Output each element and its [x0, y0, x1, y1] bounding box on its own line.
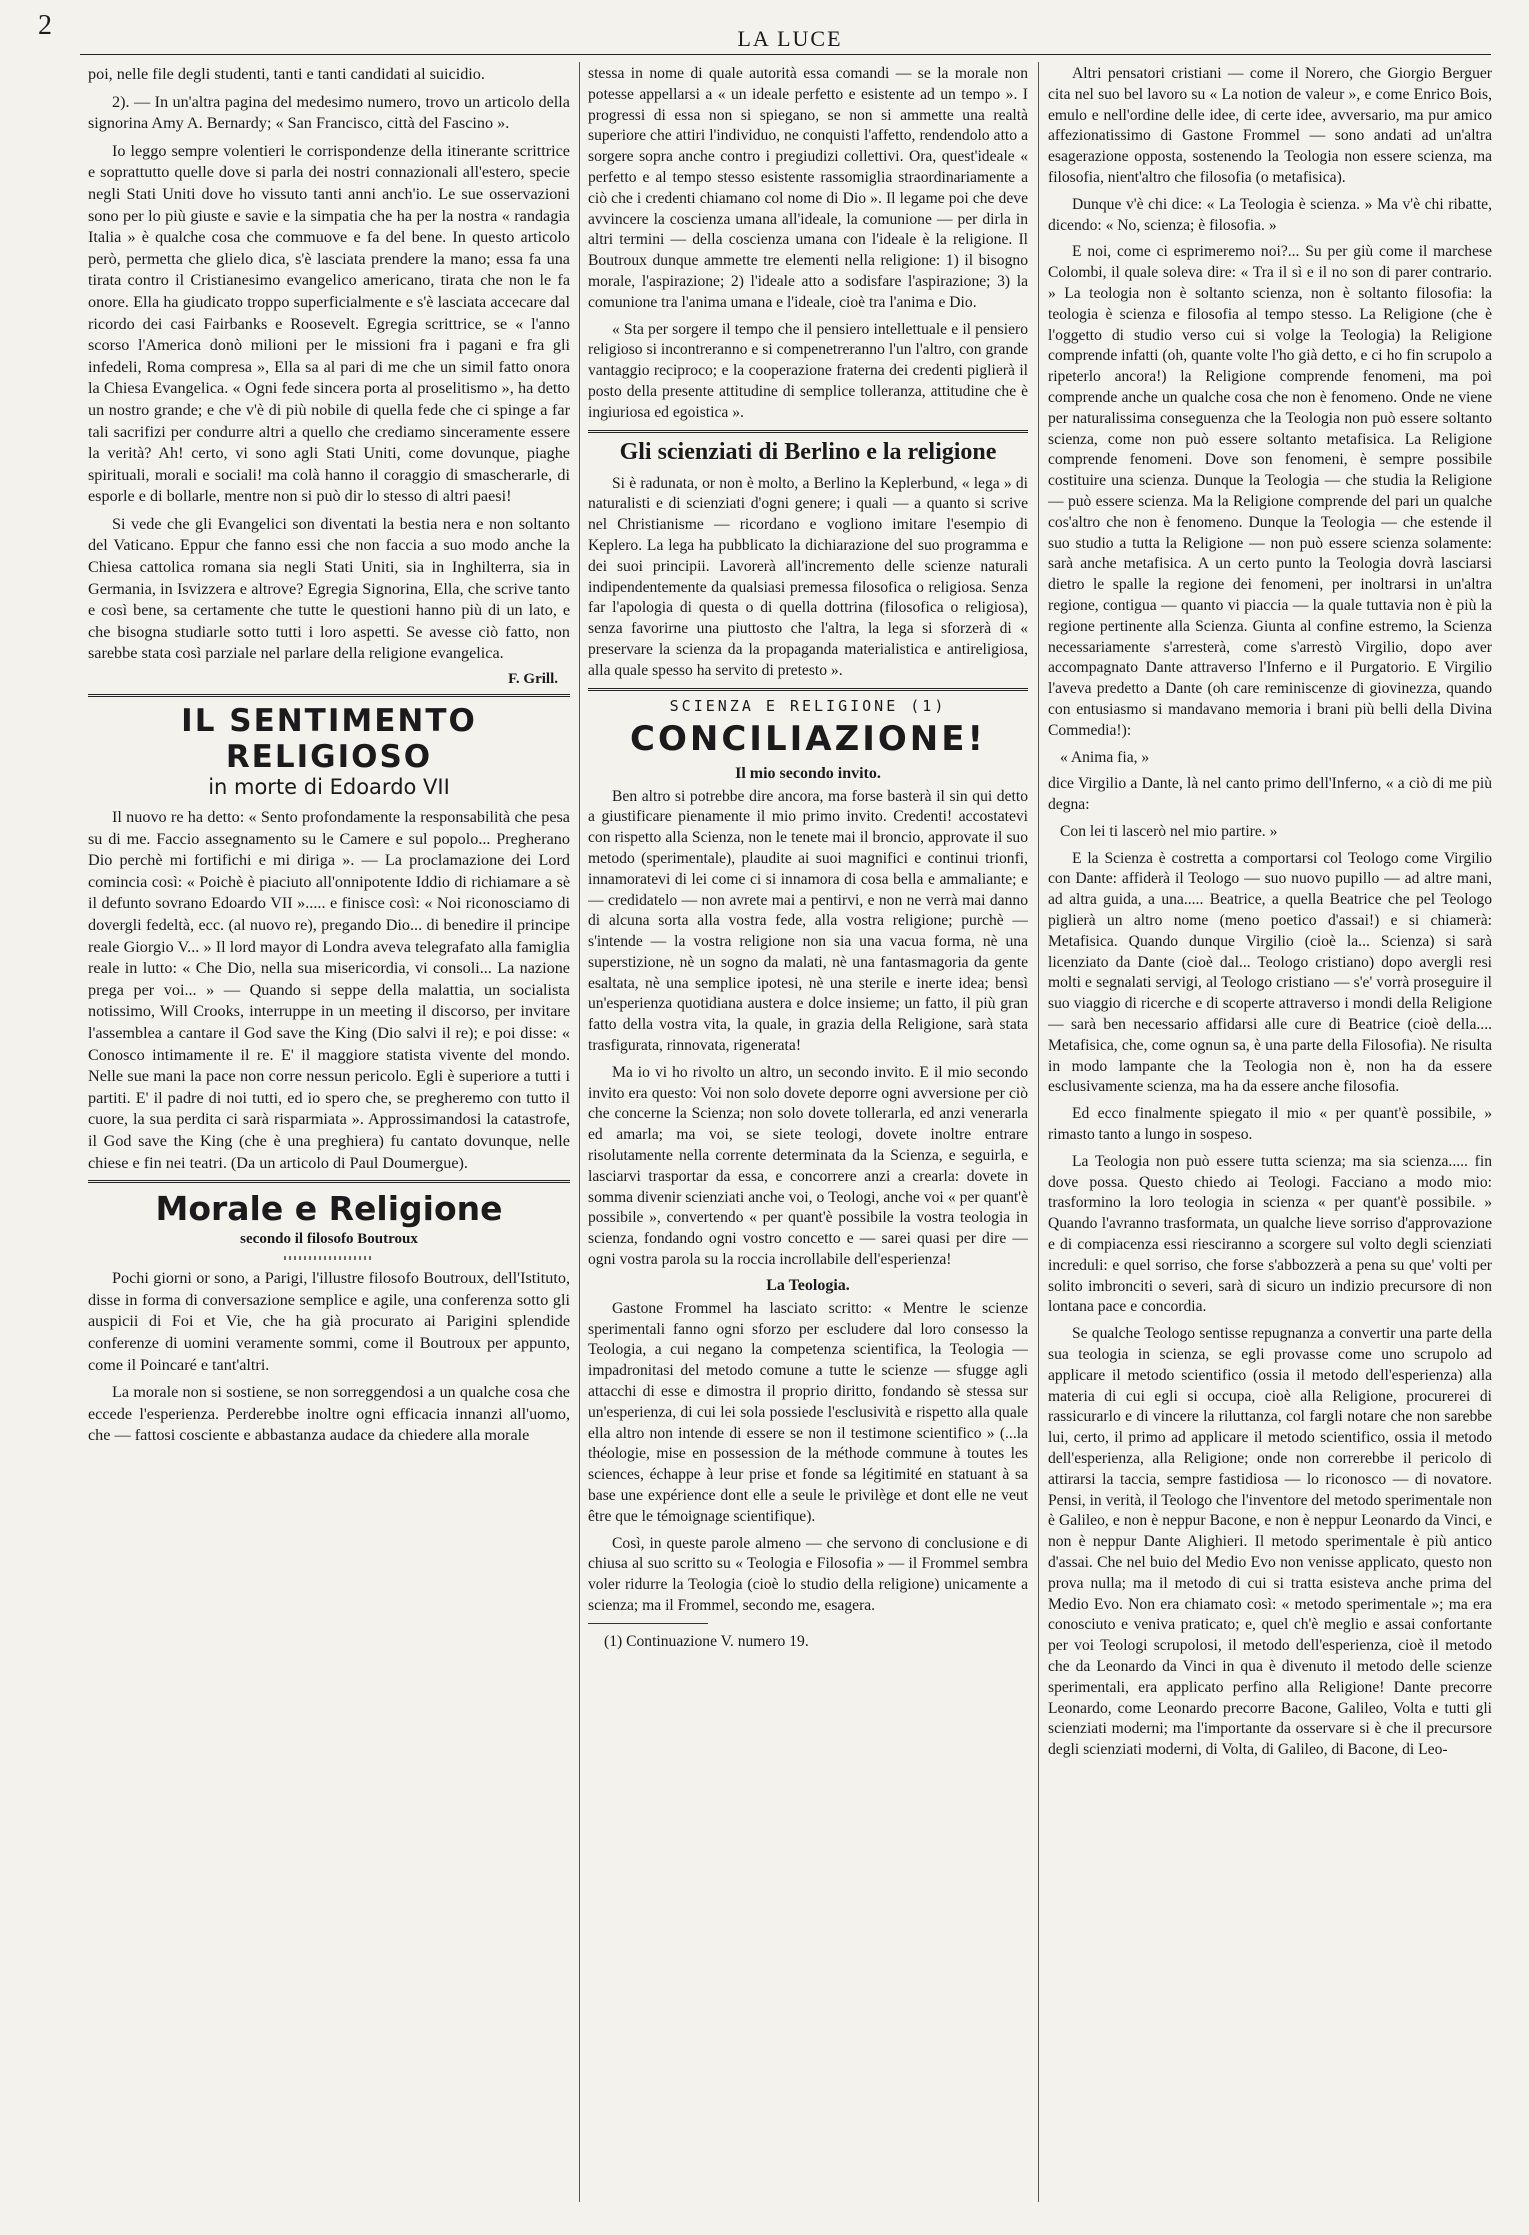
- paragraph: 2). — In un'altra pagina del medesimo numero, trovo un articolo della signorina Amy A. Bernardy; « San Francisco, città del Fascino ».: [88, 92, 570, 133]
- article-kicker: SCIENZA E RELIGIONE (1): [669, 696, 947, 715]
- paragraph: poi, nelle file degli studenti, tanti e tanti candidati al suicidio.: [88, 65, 485, 83]
- column-2: [588, 64, 1028, 2204]
- masthead-rule: [80, 54, 1491, 55]
- section-rule: [588, 430, 1028, 433]
- paragraph: Ma io vi ho rivolto un altro, un secondo invito. E il mio secondo invito era questo: Voi non solo dovete deporre ogni avversione per ciò che concerne la Scienza; non solo dovete tollerarla, ed anzi venerarla ed amarla; ma voi, se siete teologi, dovete inoltre entrare risolutamente nella corrente determinata da la Scienza, e seguirla, e lasciarvi trasportar da essa, e concorrere anzi a crearla: dovete in somma divenir scienziati anche voi, o Teologi, anche voi « per quant'è possibile », convertendo « per quant'è possibile la vostra teologia in scienza, fondando ogni vostro concetto e — sarei quasi per dire — ogni vostra parola su la roccia incrollabile dell'esperienza!: [588, 1063, 1028, 1269]
- footnote-rule: [588, 1623, 708, 1624]
- paragraph: E la Scienza è costretta a comportarsi col Teologo come Virgilio con Dante: affiderà il Teologo — suo nuovo pupillo — ad altre mani, ad altra guida, a una..... Beatrice, a quella Beatrice che pel Teologo piglierà un altro nome (meno poetico d'assai!) e si chiamerà: Metafisica. Quando dunque Virgilio (cioè la... Scienza) si sarà licenziato da Dante (cioè dal... Teologo cristiano) dopo avergli resi molti e segnalati servigi, al Teologo cristiano — s'e' vorrà proseguire il suo viaggio di ricerche e di scoperte attraverso i mondi della Religione — sarà ben necessario affidarsi alle cure di Beatrice (cioè della.... Metafisica, che, come ognun sa, è una parte della Filosofia). Ne risulta in modo lampante che la Teologia non è, non ha da essere esclusivamente scienza, ma ha da essere anche filosofia.: [1048, 849, 1492, 1096]
- paragraph: Altri pensatori cristiani — come il Norero, che Giorgio Berguer cita nel suo bel lavoro su « La notion de valeur », e come Enrico Bois, emulo e nell'ordine delle idee, di certe idee, avversario, ma pur amico affezionatissimo di Gastone Frommel — sono andati ad un'altra esagerazione opposta, sostenendo la Teologia non essere scienza, ma filosofia, nient'altro che filosofia (o metafisica).: [1048, 65, 1492, 186]
- masthead: [90, 10, 1490, 54]
- paragraph: E noi, come ci esprimeremo noi?... Su per giù come il marchese Colombi, il quale soleva dire: « Tra il sì e il no son di parer contrario. » La teologia non è soltanto scienza, non è soltanto filosofia: la teologia è scienza e filosofia al tempo stesso. La Religione (che è l'oggetto di studio verso cui si volge la Teologia) la Religione comprende infatti (oh, quante volte l'ho già detto, e ci ho fin scrupolo a ripeterlo ancora!) la Religione comprende fenomeni, ma poi comprende anche un qualche cosa che non è fenomeno. Onde ne viene per naturalissima conseguenza che la Teologia non può essere soltanto scienza, come non può essere soltanto metafisica. La Religione comprende fenomeni. Dove son fenomeni, è sempre possibile costituire una scienza. Dunque la Teologia — che studia la Religione — può essere scienza. Ma la Religione comprende del pari un qualche cos'altro che non è fenomeno. Dunque la Teologia — che estende il suo studio a tutta la Religione — non può essere scienza solamente: sarà anche metafisica. A un certo punto la Teologia dovrà lasciarsi dietro le spalle la regione dei fenomeni, per inoltrarsi in un'altra regione, contigua — quanto vi piaccia — la quale tuttavia non è più la regione pertinente alla Scienza. Giunta al confine estremo, la Scienza necessariamente s'arresterà, come s'arrestò Virgilio, dopo aver accompagnato Dante attraverso l'Inferno e il Purgatorio. E Virgilio l'aveva predetto a Dante (oh care reminiscenze di giovinezza, quando con entusiasmo si mandavano memoria i brani più belli della Divina Commedia!):: [1048, 243, 1492, 739]
- newspaper-title: LA LUCE: [737, 26, 843, 51]
- column-1: [88, 64, 570, 2204]
- paragraph: Pochi giorni or sono, a Parigi, l'illustre filosofo Boutroux, dell'Istituto, disse in forma di conversazione semplice e agile, una conferenza sotto gli auspicii di Foi et Vie, che ha già procurato ai Parigini splendide conferenze di uomini veramente sommi, come il Boutroux per appunto, come il Poincaré e tant'altri.: [88, 1269, 570, 1374]
- verse-line: Con lei ti lascerò nel mio partire. »: [1060, 822, 1278, 840]
- paragraph: Dunque v'è chi dice: « La Teologia è scienza. » Ma v'è chi ribatte, dicendo: « No, scienza; è filosofia. »: [1048, 195, 1492, 234]
- paragraph: Il nuovo re ha detto: « Sento profondamente la responsabilità che pesa su di me. Faccio assegnamento su le Camere e sul popolo... Pregherano Dio perchè mi fortifichi e mi diriga ». — La proclamazione dei Lord comincia così: « Poichè è piaciuto all'onnipotente Iddio di richiamare a sè il defunto sovrano Edoardo VII »..... e finisce così: « Noi riconosciamo di dovergli fedeltà, ecc. (al nuovo re), pregando Dio... di benedire il principe reale Giorgio V... » Il lord mayor di Londra aveva telegrafato alla famiglia reale in lutto: « Che Dio, nella sua misericordia, vi consoli... La nazione prega per voi... » — Quando si seppe della malattia, un socialista notissimo, Will Crooks, interruppe in un meeting il discorso, per invitare l'assemblea a cantare il God save the King (Dio salvi il re); e poi disse: « Conosco intimamente il re. E' il maggiore statista vivente del mondo. Nelle sue mani la pace non corre nessun pericolo. Egli è superiore a tutti i partiti. E' il padre di noi tutti, ed io spero che, se pregheremo con tutto il cuore, la sua perdita ci sarà risparmiata ». Approssimandosi la catastrofe, il God save the King (che è una preghiera) fu cantato dovunque, nelle chiese e fin nei teatri. (Da un articolo di Paul Doumergue).: [88, 808, 570, 1172]
- paragraph: dice Virgilio a Dante, là nel canto primo dell'Inferno, « a ciò di me più degna:: [1048, 775, 1492, 814]
- article-title: Gli scienziati di Berlino e la religione: [619, 438, 997, 465]
- column-3: [1048, 64, 1492, 2204]
- paragraph: La morale non si sostiene, se non sorreggendosi a un qualche cosa che eccede l'esperienza. Perderebbe inoltre ogni efficacia innanzi all'uomo, che — fattosi cosciente e abbastanza audace da chiedere alla morale: [88, 1383, 570, 1445]
- article-title: CONCILIAZIONE!: [630, 718, 986, 759]
- article-subtitle: in morte di Edoardo VII: [208, 775, 450, 800]
- paragraph: stessa in nome di quale autorità essa comandi — se la morale non potesse appellarsi a « un ideale perfetto e esistente ad un tempo ». I progressi di essa non si spiegano, se non si ammette una realtà superiore che attiri l'individuo, ne conquisti l'affetto, rendendolo atto a sorgere sopra anche contro i pregiudizi collettivi. Ora, quest'ideale « perfetto e al tempo stesso esistente rassomiglia straordinariamente a ciò che i credenti chiamano col nome di Dio ». Il legame poi che deve avvincere la coscienza umana all'ideale, la comunione — per dirla in altri termini — della coscienza umana con l'ideale è la religione. Il Boutroux dunque ammette tre elementi nella religione: 1) il bisogno morale, l'aspirazione; 2) l'ideale atto a sodisfare l'aspirazione; 3) la comunione tra l'anima umana e l'ideale, cioè tra l'anima e Dio.: [588, 65, 1028, 311]
- paragraph: Ben altro si potrebbe dire ancora, ma forse basterà il sin qui detto a giustificare pienamente il mio primo invito. Credenti! accostatevi con rispetto alla Scienza, non le tenete mai il broncio, approvate il suo metodo (sperimentale), plaudite ai suoi magnifici e continui trionfi, innamoratevi di lei come ci si innamora di cosa bella e ammaliante; e — credidatelo — non avrete mai a pentirvi, e non ne verrà mai danno di alcuna sorta alla vostra fede, alla vostra religione; purchè — s'intende — la vostra religione non sia una vacua forma, nè una superstizione, nè un sogno da malati, nè una fantasmagoria da gente esaltata, nè una semplice ipotesi, nè una sterile e inerte idea; bensì un'esperienza quotidiana austera e dolce insieme; un fatto, il più gran fatto della vostra vita, la quale, in grazia della Religione, sarà stata trasfigurata, rinnovata, rigenerata!: [588, 787, 1028, 1055]
- article-subtitle: secondo il filosofo Boutroux: [240, 1231, 418, 1248]
- paragraph: Io leggo sempre volentieri le corrispondenze della itinerante scrittrice e soprattutto quelle dove si parla dei nostri connazionali all'estero, specie negli Stati Uniti dove ho vissuto tanti anni anch'io. Le sue osservazioni sono per lo più giuste e savie e la simpatia che ha per la nostra « randagia Italia » è qualche cosa che commuove e fa del bene. In questo articolo però, permetta che glielo dica, s'è lasciata prendere la mano; essa fa una tirata contro il Cristianesimo evangelico americano, tirata che non le fa onore. Ella ha giudicato troppo superficialmente e s'è lasciata accecare dal ricordo dei casi Fairbanks e Roosevelt. Egregia scrittrice, se « l'anno scorso l'America donò milioni per le missioni fra i pagani e fra gli infedeli, Roma compresa », Ella sa al pari di me che un simil fatto onora la Chiesa Evangelica. « Ogni fede sincera porta al proselitismo », ha detto un nostro grande; e che v'è di più nobile di quella fede che ci spinge a far tali sacrifizi per condurre altri a quello che crediamo sinceramente essere la verità? Ah! certo, vi sono agli Stati Uniti, come dovunque, piaghe spirituali, morali e sociali! ma colà hanno il coraggio di smascherarle, di esporle e di bollarle, mentre non si può dir lo stesso di altri paesi!: [88, 141, 570, 506]
- article-title: Morale e Religione: [155, 1189, 503, 1229]
- paragraph: Così, in queste parole almeno — che servono di conclusione e di chiusa al suo scritto su « Teologia e Filosofia » — il Frommel sembra voler ridurre la Teologia (cioè lo studio della religione) unicamente a scienza; ma il Frommel, secondo me, esagera.: [588, 1534, 1028, 1614]
- page-number: 2: [38, 10, 52, 41]
- paragraph: Gastone Frommel ha lasciato scritto: « Mentre le scienze sperimentali fanno ogni sforzo per escludere dal loro consesso la Teologia, a cui negano la competenza scientifica, la Teologia — impadronitasi del metodo comune a tutte le scienze — sfugge agli attacchi di esse e dimostra il proprio diritto, fondando sè stessa sur un'esperienza, di cui lei sola possiede l'esclusività e rispetto alla quale ella altro non intende di essere se non il testimone scientifico » (...la théologie, mise en possession de la méthode commune à toutes les sciences, échappe à leur prise et fonde sa légitimité en statuant à sa base une expérience dont elle a seule le privilège et dont elle ne veut être que le témoignage scientifique).: [588, 1299, 1028, 1525]
- section-heading: Il mio secondo invito.: [735, 764, 881, 782]
- verse-line: « Anima fia, »: [1060, 748, 1150, 766]
- article-title: IL SENTIMENTO RELIGIOSO: [181, 703, 477, 776]
- paragraph: Ed ecco finalmente spiegato il mio « per quant'è possibile, » rimasto tanto a lungo in sospeso.: [1048, 1105, 1492, 1144]
- footnote: (1) Continuazione V. numero 19.: [604, 1632, 809, 1650]
- paragraph: Si è radunata, or non è molto, a Berlino la Keplerbund, « lega » di naturalisti e di scienziati d'ogni genere; i quali — a quanto si scrive nel Christianisme — ricordano e vogliono imitare l'esempio di Keplero. La lega ha pubblicato la dichiarazione del suo programma e dei suoi principii. Lavorerà all'incremento delle scienze naturali indipendentemente da qualsiasi premessa filosofica o religiosa. Senza far l'apologia di questa o di quella dottrina (filosofica o religiosa), senza favorirne una piuttosto che l'altra, la lega si sforzerà di « preservare la scienza da la propaganda materialistica e antireligiosa, alla quale spesso ha servito di pretesto ».: [588, 474, 1028, 679]
- paragraph: « Sta per sorgere il tempo che il pensiero intellettuale e il pensiero religioso si incontreranno e si compenetreranno l'un l'altro, con grande vantaggio reciproco; e la cooperazione fraterna dei credenti piglierà il posto della presente attitudine di semplice tolleranza, attitudine che è ingiuriosa ed egoistica ».: [588, 320, 1028, 421]
- paragraph: Si vede che gli Evangelici son diventati la bestia nera e non soltanto del Vaticano. Eppur che fanno essi che non faccia a suo modo anche la Chiesa cattolica romana sia negli Stati Uniti, sia in Inghilterra, sia in Germania, in Isvizzera e altrove? Egregia Signorina, Ella, che scrive tanto e così bene, sa certamente che tutte le questioni hanno più di un lato, e che bisogna studiarle sotto tutti i loro aspetti. Se avesse ciò fatto, non sarebbe stata così parziale nel parlare della religione evangelica.: [88, 514, 570, 663]
- author-signature: F. Grill.: [508, 671, 558, 688]
- paragraph: Se qualche Teologo sentisse repugnanza a convertir una parte della sua teologia in scienza, se egli provasse come uno scrupolo ad applicare il metodo scientifico (ossia il metodo dell'esperienza) alla materia di cui egli si occupa, cioè alla Religione, procurerei di rassicurarlo e di vincere la riluttanza, col fargli notare che non sarebbe lui, certo, il primo ad applicare il metodo scientifico, ossia il metodo dell'esperienza, alla Religione; onde non correrebbe il pericolo di attirarsi la taccia, sempre fastidiosa — lo riconosco — di novatore. Pensi, in verità, il Teologo che l'inventore del metodo sperimentale non è Galileo, e non è neppur Bacone, e non è neppur Leonardo da Vinci, e non è neppur Dante Alighieri. Il metodo sperimentale è più antico d'assai. Che nel buio del Medio Evo non venisse applicato, questo non prova nulla; ma il metodo di cui si tratta esisteva anche prima del Medio Evo. Non era chiamato così: « metodo sperimentale »; ma era conosciuto e veniva praticato; e, quel ch'è meglio e assai confortante per voi Teologi scrupolosi, il metodo dell'esperienza, cioè il metodo che da Leonardo da Vinci in qua è divenuto il metodo delle scienze sperimentali, era applicato perfino alla Religione! Dante precorre Leonardo, come Leonardo precorre Bacone, Galileo, Volta e tutti gli scienziati moderni; ma l'importante da osservare si è che il precursore degli scienziati moderni, di Volta, di Galileo, di Bacone, di Leo-: [1048, 1325, 1492, 1759]
- paragraph: La Teologia non può essere tutta scienza; ma sia scienza..... fin dove possa. Questo chiedo ai Teologi. Facciano a modo mio: trasformino la loro teologia in scienza « per quant'è possibile. » Quando l'avranno trasformata, un qualche lieve sorriso d'approvazione e di compiacenza essi riesciranno a scorgere sul volto degli scienziati increduli: e quel sorriso, che forse s'abbozzerà a pena su que' volti per solito imbronciti o severi, sarà di sicuro un indizio precursore di non lontana pace e concordia.: [1048, 1152, 1492, 1316]
- column-divider: [579, 62, 580, 2202]
- section-rule: [88, 1180, 570, 1183]
- column-divider: [1038, 62, 1039, 2202]
- section-rule: [588, 688, 1028, 691]
- section-heading: La Teologia.: [766, 1276, 850, 1294]
- ornament-rule: [284, 1256, 374, 1260]
- section-rule: [88, 694, 570, 697]
